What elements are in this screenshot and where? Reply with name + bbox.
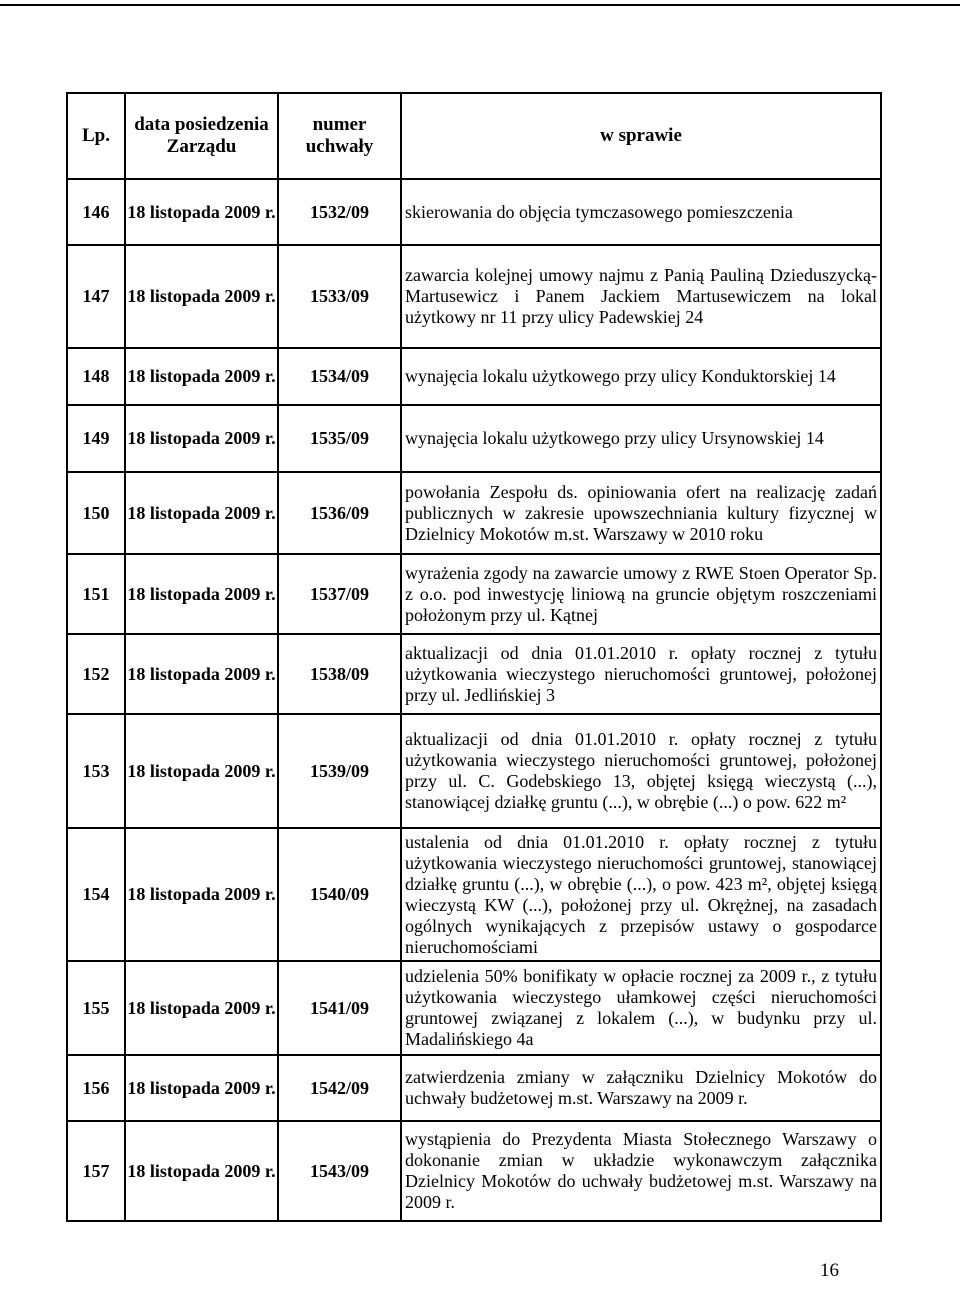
header-date: data posiedzenia Zarządu (125, 93, 278, 179)
table-row (67, 828, 881, 961)
table-row (67, 405, 881, 472)
row-date: 18 listopada 2009 r. (125, 348, 278, 405)
header-number: numer uchwały (278, 93, 401, 179)
row-subject: aktualizacji od dnia 01.01.2010 r. opłaty rocznej z tytułu użytkowania wieczystego nieruchomości gruntowej, położonej przy ul. C. Godebskiego 13, objętej księgą wieczystą (...), stanowiącej działkę gruntu (...), w obrębie (...) o pow. 622 m² (401, 714, 881, 828)
row-number: 1540/09 (278, 828, 401, 961)
row-subject: udzielenia 50% bonifikaty w opłacie rocznej za 2009 r., z tytułu użytkowania wieczystego ułamkowej części nieruchomości gruntowej związanej z lokalem (...), w budynku przy ul. Madalińskiego 4a (401, 961, 881, 1055)
row-number: 1537/09 (278, 554, 401, 634)
row-lp: 148 (67, 348, 125, 405)
row-date: 18 listopada 2009 r. (125, 1055, 278, 1121)
row-number: 1542/09 (278, 1055, 401, 1121)
row-lp: 152 (67, 634, 125, 714)
row-lp: 151 (67, 554, 125, 634)
row-date: 18 listopada 2009 r. (125, 634, 278, 714)
row-subject: skierowania do objęcia tymczasowego pomieszczenia (401, 179, 881, 245)
header-row (67, 93, 881, 179)
header-subject: w sprawie (401, 93, 881, 179)
row-date: 18 listopada 2009 r. (125, 472, 278, 554)
table-row (67, 1121, 881, 1221)
row-date: 18 listopada 2009 r. (125, 554, 278, 634)
row-subject: wyrażenia zgody na zawarcie umowy z RWE Stoen Operator Sp. z o.o. pod inwestycję liniową na gruncie objętym roszczeniami położonym przy ul. Kątnej (401, 554, 881, 634)
row-subject: powołania Zespołu ds. opiniowania ofert na realizację zadań publicznych w zakresie upowszechniania kultury fizycznej w Dzielnicy Mokotów m.st. Warszawy w 2010 roku (401, 472, 881, 554)
table-row (67, 179, 881, 245)
table-row (67, 634, 881, 714)
row-number: 1535/09 (278, 405, 401, 472)
row-subject: wynajęcia lokalu użytkowego przy ulicy Ursynowskiej 14 (401, 405, 881, 472)
table-row (67, 245, 881, 348)
row-lp: 146 (67, 179, 125, 245)
row-subject: zatwierdzenia zmiany w załączniku Dzielnicy Mokotów do uchwały budżetowej m.st. Warszawy na 2009 r. (401, 1055, 881, 1121)
header-lp: Lp. (67, 93, 125, 179)
row-lp: 147 (67, 245, 125, 348)
row-date: 18 listopada 2009 r. (125, 179, 278, 245)
row-number: 1538/09 (278, 634, 401, 714)
row-number: 1541/09 (278, 961, 401, 1055)
row-date: 18 listopada 2009 r. (125, 245, 278, 348)
row-number: 1533/09 (278, 245, 401, 348)
row-date: 18 listopada 2009 r. (125, 405, 278, 472)
row-lp: 156 (67, 1055, 125, 1121)
row-lp: 157 (67, 1121, 125, 1221)
row-lp: 155 (67, 961, 125, 1055)
table-row (67, 472, 881, 554)
row-subject: wystąpienia do Prezydenta Miasta Stołecznego Warszawy o dokonanie zmian w układzie wykonawczym załącznika Dzielnicy Mokotów do uchwały budżetowej m.st. Warszawy na 2009 r. (401, 1121, 881, 1221)
table-row (67, 554, 881, 634)
row-lp: 149 (67, 405, 125, 472)
row-lp: 154 (67, 828, 125, 961)
table-row (67, 961, 881, 1055)
row-subject: aktualizacji od dnia 01.01.2010 r. opłaty rocznej z tytułu użytkowania wieczystego nieruchomości gruntowej, położonej przy ul. Jedlińskiej 3 (401, 634, 881, 714)
row-date: 18 listopada 2009 r. (125, 714, 278, 828)
page-number: 16 (820, 1260, 839, 1281)
row-number: 1534/09 (278, 348, 401, 405)
row-number: 1539/09 (278, 714, 401, 828)
row-number: 1543/09 (278, 1121, 401, 1221)
row-date: 18 listopada 2009 r. (125, 828, 278, 961)
row-lp: 153 (67, 714, 125, 828)
row-number: 1536/09 (278, 472, 401, 554)
top-rule (0, 4, 960, 6)
table-row (67, 714, 881, 828)
row-subject: wynajęcia lokalu użytkowego przy ulicy Konduktorskiej 14 (401, 348, 881, 405)
resolutions-table (66, 92, 882, 1222)
row-date: 18 listopada 2009 r. (125, 961, 278, 1055)
table-row (67, 1055, 881, 1121)
row-lp: 150 (67, 472, 125, 554)
row-subject: ustalenia od dnia 01.01.2010 r. opłaty rocznej z tytułu użytkowania wieczystego nieruchomości gruntowej, stanowiącej działkę gruntu (...), w obrębie (...), o pow. 423 m², objętej księgą wieczystą KW (...), położonej przy ul. Okrężnej, na zasadach ogólnych wynikających z przepisów ustawy o gospodarce nieruchomościami (401, 828, 881, 961)
row-number: 1532/09 (278, 179, 401, 245)
row-date: 18 listopada 2009 r. (125, 1121, 278, 1221)
row-subject: zawarcia kolejnej umowy najmu z Panią Pauliną Dzieduszycką-Martusewicz i Panem Jackiem Martusewiczem na lokal użytkowy nr 11 przy ulicy Padewskiej 24 (401, 245, 881, 348)
table-row (67, 348, 881, 405)
